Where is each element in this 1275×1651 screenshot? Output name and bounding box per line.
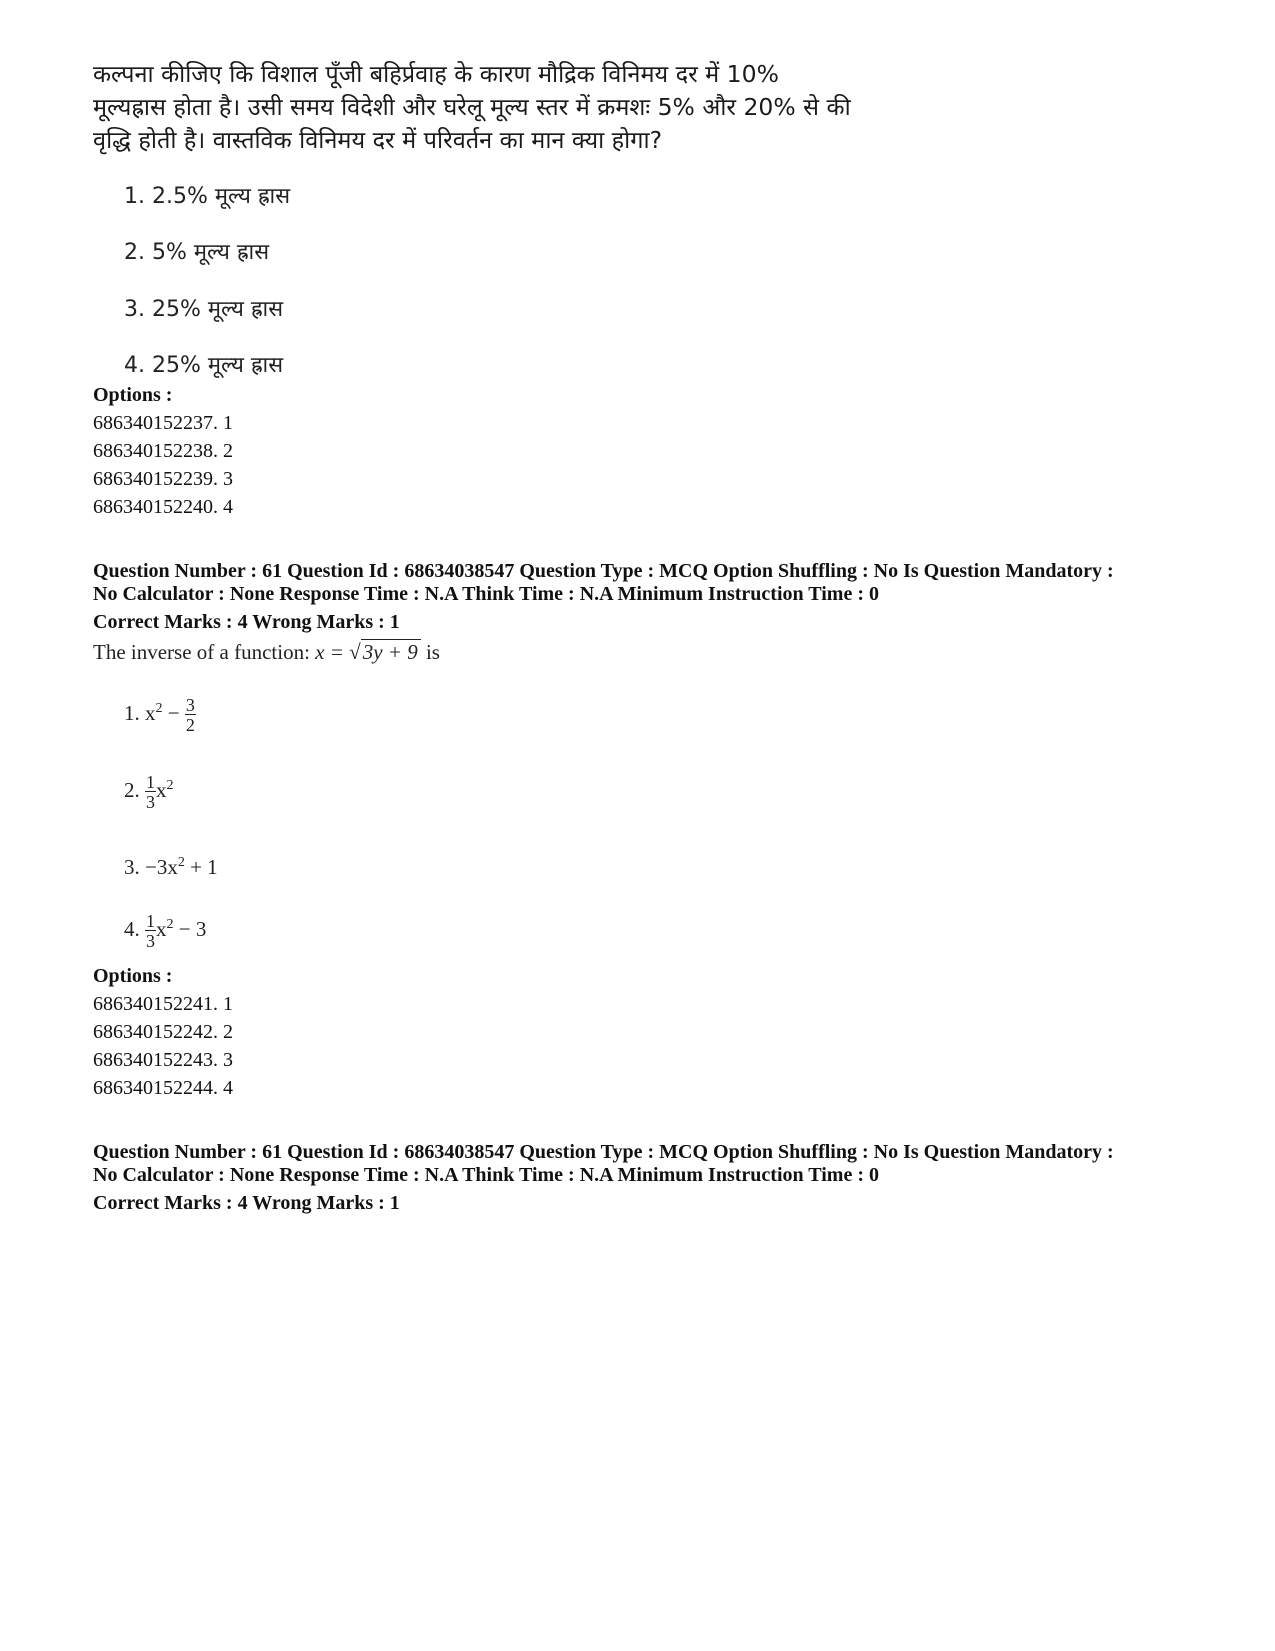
numerator: 1 xyxy=(146,911,155,931)
option-id: 686340152242. 2 xyxy=(93,1021,233,1043)
choice-3: 3. 25% मूल्य ह्रास xyxy=(124,297,284,322)
question-meta: Question Number : 61 Question Id : 68634038547 Question Type : MCQ Option Shuffling : No Is Question Mandatory : xyxy=(93,560,1114,582)
radical-sign: √ xyxy=(349,640,361,664)
option-id: 686340152240. 4 xyxy=(93,496,233,518)
option-id: 686340152241. 1 xyxy=(93,993,233,1015)
math-choice-2 xyxy=(124,773,174,811)
term: x xyxy=(156,777,167,802)
term: −3x xyxy=(145,855,178,879)
sqrt-expression xyxy=(349,640,421,665)
numerator: 1 xyxy=(146,772,155,792)
question-text xyxy=(93,640,440,665)
denominator: 3 xyxy=(146,931,155,951)
term: x xyxy=(156,916,167,941)
term: + 1 xyxy=(190,855,218,879)
question-line: मूल्यह्रास होता है। उसी समय विदेशी और घरेलू मूल्य स्तर में क्रमशः 5% और 20% से की xyxy=(93,93,851,121)
option-id: 686340152238. 2 xyxy=(93,440,233,462)
question-prefix: The inverse of a function: xyxy=(93,640,310,664)
question-marks: Correct Marks : 4 Wrong Marks : 1 xyxy=(93,611,400,633)
fraction xyxy=(185,696,196,734)
question-meta: No Calculator : None Response Time : N.A Think Time : N.A Minimum Instruction Time : 0 xyxy=(93,583,879,605)
term: x xyxy=(145,700,156,725)
math-choice-4 xyxy=(124,912,206,950)
denominator: 3 xyxy=(146,792,155,812)
math-choice-3 xyxy=(124,855,218,880)
options-label: Options : xyxy=(93,965,173,987)
radicand: 3y + 9 xyxy=(361,639,421,664)
question-marks: Correct Marks : 4 Wrong Marks : 1 xyxy=(93,1192,400,1214)
options-label: Options : xyxy=(93,384,173,406)
option-id: 686340152237. 1 xyxy=(93,412,233,434)
question-suffix: is xyxy=(425,640,440,664)
choice-number: 1. xyxy=(124,700,140,725)
question-meta: No Calculator : None Response Time : N.A Think Time : N.A Minimum Instruction Time : 0 xyxy=(93,1164,879,1186)
math-choice-1 xyxy=(124,696,196,734)
option-id: 686340152243. 3 xyxy=(93,1049,233,1071)
question-meta: Question Number : 61 Question Id : 68634038547 Question Type : MCQ Option Shuffling : No Is Question Mandatory : xyxy=(93,1141,1114,1163)
numerator: 3 xyxy=(185,695,195,715)
choice-number: 2. xyxy=(124,777,140,802)
question-line: वृद्धि होती है। वास्तविक विनिमय दर में परिवर्तन का मान क्या होगा? xyxy=(93,126,663,154)
exponent: 2 xyxy=(155,700,163,716)
choice-number: 4. xyxy=(124,916,140,941)
choice-number: 3. xyxy=(124,855,140,879)
exponent: 2 xyxy=(166,777,174,793)
option-id: 686340152244. 4 xyxy=(93,1077,233,1099)
choice-2: 2. 5% मूल्य ह्रास xyxy=(124,240,270,265)
question-text-hindi xyxy=(93,58,993,157)
choice-4: 4. 25% मूल्य ह्रास xyxy=(124,353,284,378)
fraction xyxy=(145,773,156,811)
choice-1: 1. 2.5% मूल्य ह्रास xyxy=(124,184,291,209)
question-lhs: x = xyxy=(315,640,344,664)
denominator: 2 xyxy=(185,715,195,735)
exponent: 2 xyxy=(166,916,174,932)
question-line: कल्पना कीजिए कि विशाल पूँजी बहिर्प्रवाह के कारण मौद्रिक विनिमय दर में 10% xyxy=(93,60,779,88)
option-id: 686340152239. 3 xyxy=(93,468,233,490)
term: − 3 xyxy=(178,916,207,941)
operator: − xyxy=(167,700,180,725)
fraction xyxy=(145,912,156,950)
exponent: 2 xyxy=(177,855,185,870)
